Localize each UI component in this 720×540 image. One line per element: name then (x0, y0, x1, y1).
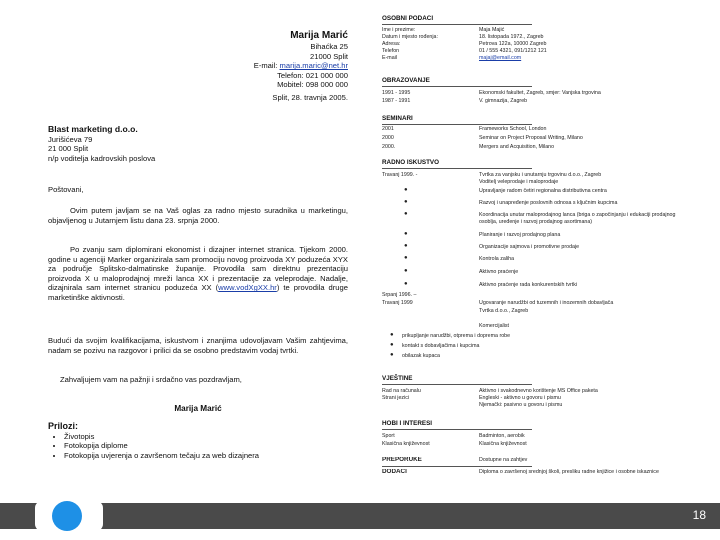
sender-block (148, 30, 348, 103)
cv-row (382, 395, 682, 402)
cv-row (382, 469, 682, 483)
job-company: Tvrtka d.o.o., Zagreb (479, 308, 529, 314)
cv-row (382, 402, 682, 409)
cv-row (382, 55, 682, 62)
cv-row (382, 90, 682, 97)
job-role: Ugovaranje narudžbi od tuzemnih i inozemnih dobavljača (479, 300, 614, 306)
place-date: Split, 28. travnja 2005. (272, 92, 348, 102)
attachment-item: • Fotokopija diplome (64, 441, 348, 451)
letter-paragraph-2 (48, 245, 348, 303)
duty-item: obilazak kupaca (402, 353, 440, 359)
letter-closing: Zahvaljujem vam na pažnji i srdačno vas pozdravljam, (60, 375, 242, 384)
attachments-block (48, 422, 348, 460)
bullet-icon: ● (404, 199, 408, 205)
page-number: 18 (692, 508, 706, 522)
bullet-icon: ● (404, 187, 408, 193)
cv-label: Strani jezici (382, 395, 410, 401)
bullet-icon: ● (404, 211, 408, 217)
cv-label: 2000. (382, 144, 396, 150)
section-title-experience: RADNO ISKUSTVO (382, 159, 440, 166)
cv-label: Klasična književnost (382, 441, 430, 447)
cv-email-link[interactable]: majaj@email.com (479, 55, 522, 61)
section-title-education: OBRAZOVANJE (382, 77, 430, 84)
section-divider (382, 384, 532, 385)
sender-city: 21000 Split (310, 51, 348, 61)
cv-label: 1987 - 1991 (382, 98, 411, 104)
cv-row (382, 48, 682, 55)
cv-value: Aktivno i svakodnevno korištenje MS Office paketa (479, 388, 598, 394)
cv-value: Engleski - aktivno u govoru i pismu (479, 395, 561, 401)
cv-value: Seminar on Project Proposal Writing, Milano (479, 135, 583, 141)
duty-item: Planiranje i razvoj prodajnog plana (479, 232, 561, 238)
sender-street: Bihaćka 25 (310, 42, 348, 51)
cv-value: 18. listopada 1972., Zagreb (479, 34, 544, 40)
footer-bar (0, 503, 720, 529)
signature: Marija Marić (174, 404, 222, 413)
duty-item: Organizacije sajmova i promotivne prodaje (479, 244, 580, 250)
cv-value: Mergers and Acquisition, Milano (479, 144, 555, 150)
duty-item: Razvoj i unapređenje poslovnih odnosa s ključnim kupcima (479, 200, 618, 206)
section-title-seminars: SEMINARI (382, 115, 413, 122)
section-title-hobbies: HOBI I INTERESI (382, 420, 433, 427)
duty-item: Koordinacija unutar maloprodajnog lanca (briga o započinjanju i edukaciji prodajnog osoblja, uređenje i razvoj prodajnog asortimana) (479, 212, 676, 225)
sender-phone: Telefon: 021 000 000 (277, 70, 348, 80)
cv-label: Sport (382, 433, 395, 439)
section-divider (382, 24, 532, 25)
job-title: Komercijalist (479, 323, 510, 329)
duty-item: prikupljanje narudžbi, otprema i dopremа robe (402, 333, 511, 339)
job-company: Tvrtka za vanjsku i unutarnju trgovinu d.o.o., Zagreb (479, 172, 602, 178)
sender-mobile: Mobitel: 098 000 000 (277, 80, 348, 90)
letter-paragraph-3: Budući da svojim kvalifikacijama, iskustvom i znanjima udovoljavam Vašim zahtjevima, nadam se pozivu na razgovor i prilici da se osobno predstavim vodaj tvrtki. (48, 336, 348, 355)
section-divider (382, 86, 532, 87)
cv-value: V. gimnazija, Zagreb (479, 98, 528, 104)
duty-item: Aktivno praćenje rada konkurentskih tvrtki (479, 282, 578, 288)
cv-value: Diploma o završenoj srednjoj školi, presliku radne knjižice i osobne iskaznice (479, 469, 659, 475)
sender-email-line (148, 61, 348, 71)
duty-item: kontakt s dobavljačima i kupcima (402, 343, 480, 349)
cv-row (382, 41, 682, 48)
section-title-references: PREPORUKE (382, 457, 422, 463)
bullet-icon: ● (404, 281, 408, 287)
footer-circle-icon (52, 501, 82, 531)
cv-value: Ekonomski fakultet, Zagreb, smjer: Vanjska trgovina (479, 90, 601, 96)
bullet-icon: ● (390, 352, 394, 358)
cv-row (382, 98, 682, 105)
cv-row (382, 300, 682, 307)
cv-row (382, 144, 682, 151)
cv-value: Dostupne na zahtjev (479, 457, 528, 463)
bullet-icon: ● (404, 255, 408, 261)
attachments-title: Prilozi: (48, 421, 79, 431)
attachment-item: • Fotokopija uvjerenja o završenom tečaju za web dizajnera (64, 451, 348, 461)
job-period-end: Travanj 1999 (382, 300, 413, 306)
cv-row (382, 308, 682, 315)
attachments-list (48, 432, 348, 461)
cover-letter (48, 30, 348, 470)
bullet-icon: ● (404, 231, 408, 237)
cv-row (382, 433, 682, 440)
cv-row (382, 388, 682, 395)
cv-value: Njemački: pasivno u govoru i pismu (479, 402, 563, 408)
sender-name: Marija Marić (290, 30, 348, 41)
cv-label: Adresa: (382, 41, 401, 47)
cv-label: 2000 (382, 135, 394, 141)
section-title-personal: OSOBNI PODACI (382, 15, 434, 22)
cv-label: 1991 - 1995 (382, 90, 411, 96)
section-divider (382, 124, 532, 125)
cv-row (382, 34, 682, 41)
cv-row (382, 179, 682, 186)
bullet-icon: ● (390, 342, 394, 348)
cv-label: Ime i prezime: (382, 27, 416, 33)
cv-row (382, 135, 682, 142)
cv-value: Frameworks School, London (479, 126, 547, 132)
letter-paragraph-2-text: Po zvanju sam diplomirani ekonomist i dizajner internet stranica. Tijekom 2000. godine u agenciji Marker organizirala sam promociju novog proizvoda XY poduzeća XYX za područje Splitsko-dalmatinske županije. Provodila sam direktnu prezentaciju proizvoda X u maloprodajnoj mreži lanca XX i prezentacije za veleprodaje. Nadalje, dizajnirala sam internet stranicu poduzeća XX ( (48, 245, 348, 293)
section-divider (382, 168, 532, 169)
sender-email-link[interactable]: marija.maric@net.hr (279, 61, 348, 71)
cv-label: 2001 (382, 126, 394, 132)
cv-value: 01 / 555 4321, 091/1212 121 (479, 48, 547, 54)
section-divider (382, 466, 532, 467)
cv-row (382, 323, 682, 330)
section-title-extras: DODACI (382, 469, 407, 475)
attachment-item: • Životopis (64, 432, 348, 442)
duty-item: Upravljanje radom četiri regionalna distributivna centra (479, 188, 607, 194)
cv-label: E-mail (382, 55, 398, 61)
cv-value: Maja Majić (479, 27, 505, 33)
job-period: Travanj 1999. - (382, 172, 418, 178)
cv-row (382, 126, 682, 133)
letter-paragraph-2-end: ) te provodila druge marketinške aktivnosti. (48, 283, 348, 302)
cv-value: Badminton, aerobik (479, 433, 525, 439)
bullet-icon: ● (404, 243, 408, 249)
job-period: Srpanj 1996. – (382, 292, 417, 298)
cv-row (382, 457, 682, 465)
cv-label: Rad na računalu (382, 388, 421, 394)
cv-row (382, 27, 682, 34)
duty-item: Kontrola zaliha (479, 256, 515, 262)
recipient-street: Jurišićeva 79 (48, 134, 93, 144)
bullet-icon: ● (404, 268, 408, 274)
sender-email-label: E-mail: (253, 61, 278, 71)
cv-value: Petrova 122a, 10000 Zagreb (479, 41, 547, 47)
recipient-block (48, 125, 308, 163)
bullet-icon: ● (390, 332, 394, 338)
duty-item: Aktivno praćenje (479, 269, 519, 275)
section-title-skills: VJEŠTINE (382, 375, 413, 382)
curriculum-vitae (382, 14, 682, 484)
cv-label: Datum i mjesto rođenja: (382, 34, 438, 40)
cv-label: Telefon (382, 48, 400, 54)
greeting: Poštovani, (48, 185, 84, 194)
cv-row (382, 441, 682, 448)
section-divider (382, 429, 532, 430)
cv-row (382, 172, 682, 179)
website-link[interactable]: www.vodXgXX.hr (218, 283, 277, 293)
recipient-city: 21 000 Split (48, 144, 89, 154)
letter-paragraph-1: Ovim putem javljam se na Vaš oglas za radno mjesto suradnika u marketingu, objavljenog u Jutarnjem listu dana 23. srpnja 2000. (48, 206, 348, 225)
job-role: Voditelj veleprodaje i maloprodaje (479, 179, 559, 185)
cv-row (382, 292, 682, 299)
cv-value: Klasična književnost (479, 441, 527, 447)
recipient-attention: n/p voditelja kadrovskih poslova (48, 153, 156, 163)
recipient-company: Blast marketing d.o.o. (48, 124, 138, 134)
